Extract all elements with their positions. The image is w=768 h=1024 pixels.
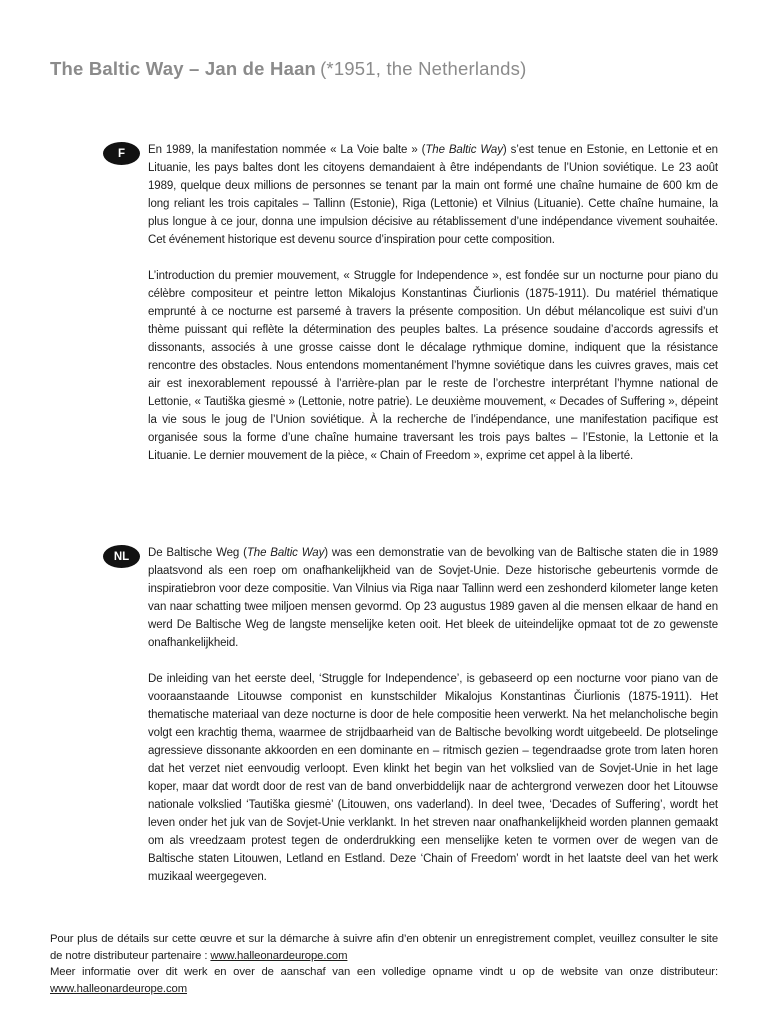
paragraph: [148, 141, 718, 249]
page-title: [50, 0, 718, 81]
paragraph: [148, 544, 718, 652]
section-gutter: [50, 544, 148, 568]
section-dutch: [50, 544, 718, 886]
text-run: En 1989, la manifestation nommée « La Voie balte » (: [148, 144, 426, 156]
text-run: De inleiding van het eerste deel, ‘Struggle for Independence’, is gebaseerd op een nocturne voor piano van de vooraanstaande Litouwse componist en kunstschilder Mikalojus Konstantinas Čiurlionis (1875-1911). Het thematische materiaal van deze nocturne is door de hele compositie heen verwerkt. Na het melancholische begin volgt een krachtig thema, waarmee de strijdbaarheid van de Baltische bevolking wordt uitgebeeld. De plotselinge agressieve dissonante akkoorden en een dominante en – ritmisch gezien – tegendraadse grote trom laten horen dat het verzet niet eenvoudig verloopt. Even klinkt het begin van het volkslied van de Sovjet-Unie in het lage koper, maar dat wordt door de rest van de band onverbiddelijk naar de achtergrond verwezen door het Litouwse nationale volkslied ‘Tautiška giesmė’ (Litouwen, ons vaderland). In deel twee, ‘Decades of Suffering’, wordt het leven onder het juk van de Sovjet-Unie verklankt. In het streven naar onafhankelijkheid worden plannen gemaakt om als vreedzaam protest tegen de onderdrukking een menselijke keten te vormen over de wegen van de Baltische staten Litouwen, Letland en Estland. Deze ‘Chain of Freedom’ wordt in het laatste deel van het werk muzikaal weergegeven.: [148, 673, 718, 883]
footer-text-nl: Meer informatie over dit werk en over de aanschaf van een volledige opname vindt u op de website van onze distributeur:: [50, 966, 718, 978]
text-run: L’introduction du premier mouvement, « Struggle for Independence », est fondée sur un nocturne pour piano du célèbre compositeur et peintre letton Mikalojus Konstantinas Čiurlionis (1875-1911). Du matériel thématique emprunté à ce nocturne est parsemé à travers la présente composition. Un début mélancolique est suivi d’un thème puissant qui reflète la détermination des peuples baltes. La présence soudaine d’accords agressifs et dissonants, associés à une grosse caisse dont le décalage rythmique domine, indiquent que la résistance rencontre des obstacles. Nous entendons momentanément l’hymne soviétique dans les cuivres graves, mais cet air est inexorablement repoussé à l’arrière-plan par le reste de l’orchestre interprétant l’hymne national de Lettonie, « Tautiška giesmė » (Lettonie, notre patrie). Le deuxième mouvement, « Decades of Suffering », dépeint la vie sous le joug de l’Union soviétique. À la recherche de l’indépendance, une manifestation pacifique est organisée sous la forme d’une chaîne humaine traversant les trois pays baltes – l’Estonie, la Lettonie et la Lituanie. Le dernier mouvement de la pièce, « Chain of Freedom », exprime cet appel à la liberté.: [148, 270, 718, 462]
text-run: ) s’est tenue en Estonie, en Lettonie et en Lituanie, les pays baltes dont les citoyens demandaient à être indépendants de l’Union soviétique. Le 23 août 1989, quelque deux millions de personnes se tenant par la main ont formé une chaîne humaine de 600 km de long reliant les trois capitales – Tallinn (Estonie), Riga (Lettonie) et Vilnius (Lituanie). Cette chaîne humaine, la plus longue à ce jour, donna une impulsion décisive au rétablissement d’une indépendance vivement souhaitée. Cet événement historique est devenu source d’inspiration pour cette composition.: [148, 144, 718, 246]
italic-text: The Baltic Way: [425, 144, 503, 156]
section-gutter: [50, 141, 148, 165]
distributor-link-fr[interactable]: www.halleonardeurope.com: [210, 949, 348, 962]
section-french: [50, 141, 718, 465]
title-main: The Baltic Way – Jan de Haan: [50, 58, 317, 79]
paragraph: [148, 267, 718, 465]
section-text: [148, 141, 718, 465]
footer-text-fr: Pour plus de détails sur cette œuvre et sur la démarche à suivre afin d’en obtenir un enregistrement complet, veuillez consulter le site de notre distributeur partenaire :: [50, 933, 718, 962]
footer: [50, 931, 718, 997]
paragraph: [148, 670, 718, 886]
distributor-link-nl[interactable]: www.halleonardeurope.com: [50, 982, 188, 995]
sections-container: [50, 141, 718, 886]
text-run: De Baltische Weg (: [148, 547, 247, 559]
text-run: ) was een demonstratie van de bevolking van de Baltische staten die in 1989 plaatsvond als een roep om onafhankelijkheid van de Sovjet-Unie. Deze historische gebeurtenis vormde de inspiratiebron voor deze compositie. Van Vilnius via Riga naar Tallinn werd een zeshonderd kilometer lange keten van naar schatting twee miljoen mensen gevormd. Op 23 augustus 1989 gaven al die mensen elkaar de hand en werd De Baltische Weg de langste menselijke keten ooit. Het bleek de uiteindelijke opmaat tot de zo gewenste onafhankelijkheid.: [148, 547, 718, 649]
language-badge-f: F: [103, 142, 140, 165]
section-text: [148, 544, 718, 886]
footer-line-nl: [50, 964, 718, 997]
footer-line-fr: [50, 931, 718, 964]
language-badge-nl: NL: [103, 545, 140, 568]
title-sub: (*1951, the Netherlands): [320, 58, 527, 79]
italic-text: The Baltic Way: [246, 547, 325, 559]
